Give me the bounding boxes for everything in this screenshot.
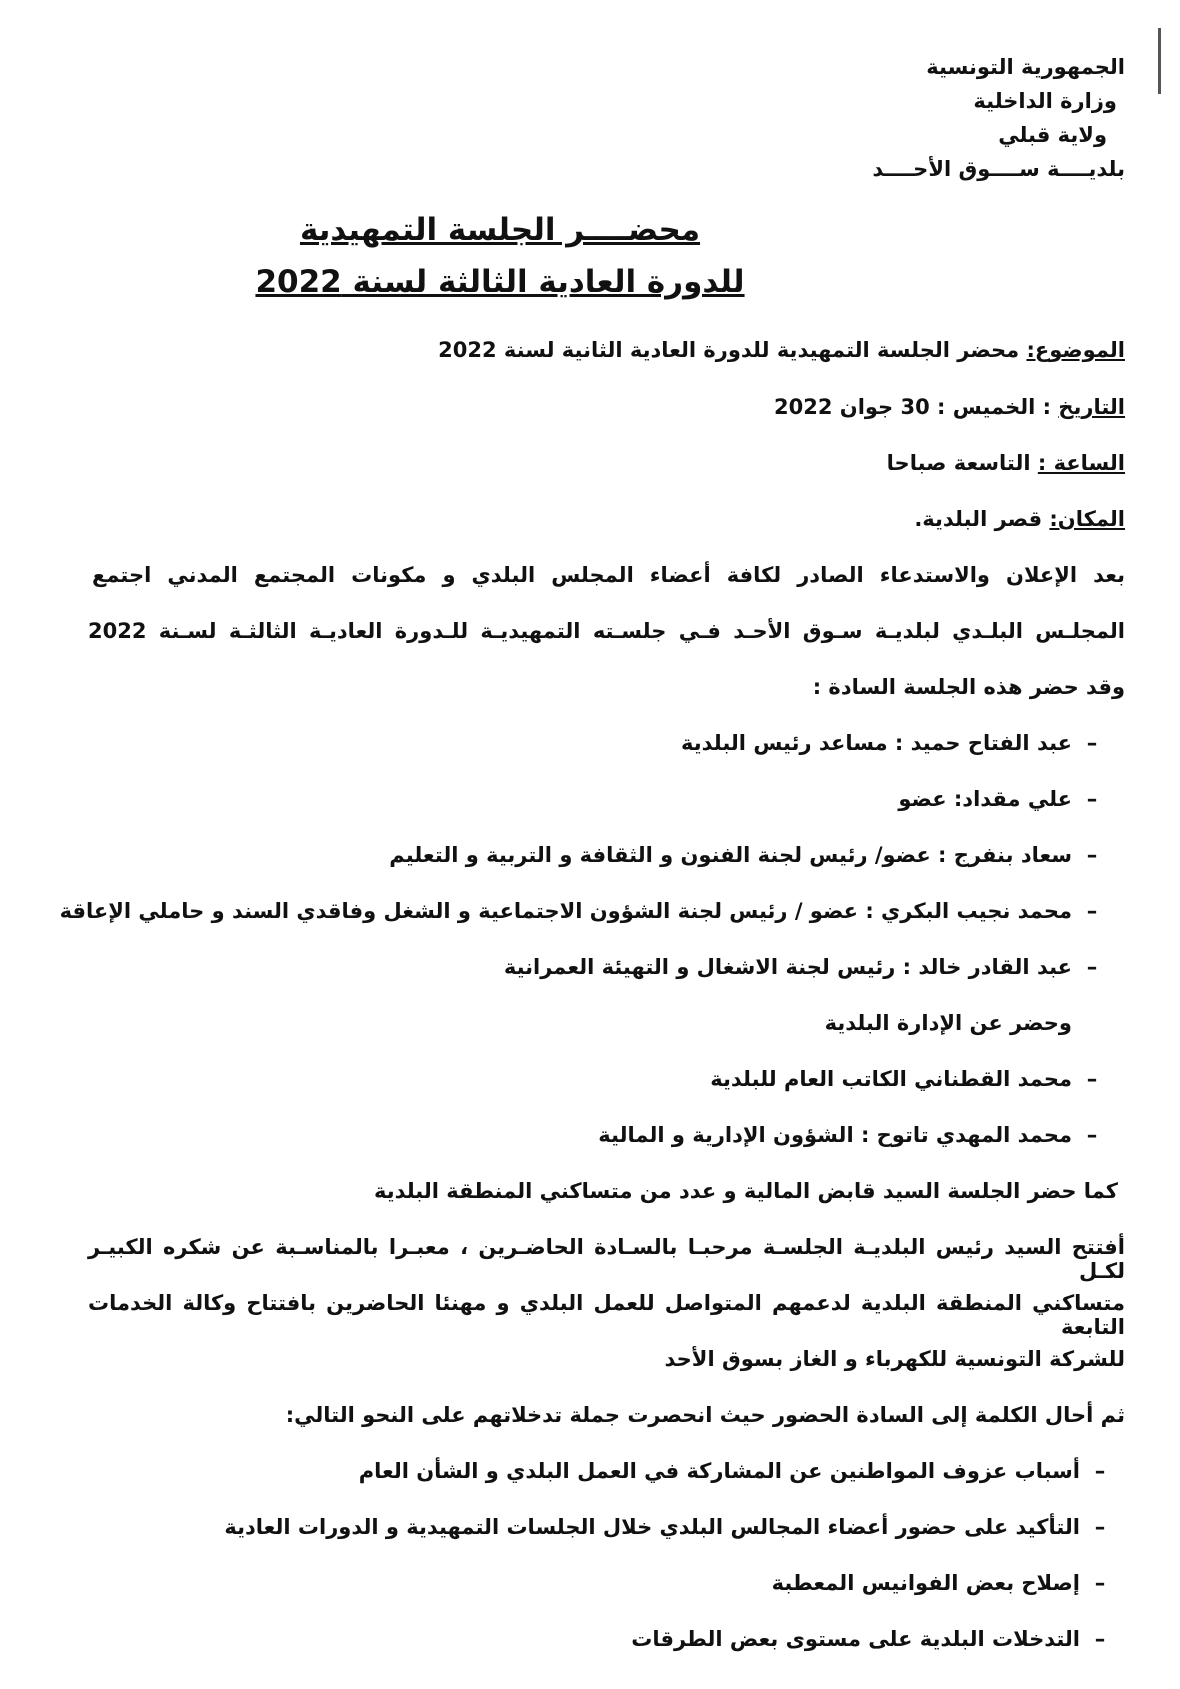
time-value: التاسعة صباحا (886, 451, 1031, 475)
member-item (898, 787, 1112, 811)
subject-value: محضر الجلسة التمهيدية للدورة العادية الثانية لسنة 2022 (438, 338, 1020, 362)
dash-mark: – (1094, 1459, 1106, 1483)
letterhead-country: الجمهورية التونسية (926, 55, 1125, 79)
point-text: أسباب عزوف المواطنين عن المشاركة في العمل البلدي و الشأن العام (358, 1459, 1080, 1483)
also-attended: كما حضر الجلسة السيد قابض المالية و عدد من متساكني المنطقة البلدية (373, 1179, 1118, 1203)
member-text: علي مقداد: عضو (898, 787, 1072, 811)
place-label: المكان: (1049, 507, 1125, 531)
opening-line-1: أفتتح السيد رئيس البلديـة الجلسـة مرحبـا بالسـادة الحاضـرين ، معبـرا بالمناسـبة عن شكره الكبيـر لكـل (88, 1235, 1125, 1283)
point-text: التدخلات البلدية على مستوى بعض الطرقات (631, 1627, 1080, 1651)
intro-line-2: المجلـس البلـدي لبلديـة سـوق الأحـد فـي جلسـته التمهيديـة للـدورة العاديـة الثالثـة لسـنة 2022 (88, 619, 1125, 643)
then-line: ثم أحال الكلمة إلى السادة الحضور حيث انحصرت جملة تدخلاتهم على النحو التالي: (285, 1403, 1125, 1427)
intro-line-1: بعد الإعلان والاستدعاء الصادر لكافة أعضاء المجلس البلدي و مكونات المجتمع المدني اجتمع (92, 563, 1125, 587)
dash-mark: – (1094, 1515, 1106, 1539)
member-text: محمد نجيب البكري : عضو / رئيس لجنة الشؤون الاجتماعية و الشغل وفاقدي السند و حاملي الإعاقة (59, 899, 1072, 923)
member-text: عبد القادر خالد : رئيس لجنة الاشغال و التهيئة العمرانية (503, 955, 1072, 979)
place-value: قصر البلدية. (914, 507, 1043, 531)
dash-mark: – (1086, 1123, 1098, 1147)
time-label: الساعة : (1037, 451, 1125, 475)
attendance-intro: وقد حضر هذه الجلسة السادة : (812, 675, 1125, 699)
dash-mark: – (1086, 843, 1098, 867)
date-label: التاريخ (1058, 395, 1125, 419)
dash-mark: – (1086, 1067, 1098, 1091)
point-text: إصلاح بعض الفوانيس المعطبة (771, 1571, 1080, 1595)
point-item (772, 1571, 1120, 1595)
opening-line-2: متساكني المنطقة البلدية لدعمهم المتواصل للعمل البلدي و مهنئا الحاضرين بافتتاح وكالة الخدمات التابعة (88, 1291, 1125, 1339)
letterhead-municipality: بلديــــة ســــوق الأحــــد (872, 157, 1125, 181)
admin-item (598, 1123, 1112, 1147)
point-item (224, 1515, 1120, 1539)
place-field (914, 507, 1125, 531)
letterhead-governorate: ولاية قبلي (998, 123, 1107, 147)
document-subtitle: للدورة العادية الثالثة لسنة 2022 (255, 264, 745, 300)
dash-mark: – (1086, 787, 1098, 811)
member-item (504, 955, 1112, 979)
date-value: : الخميس : 30 جوان 2022 (774, 395, 1052, 419)
time-field (887, 451, 1125, 475)
subject-field (438, 338, 1125, 362)
member-text: سعاد بنفرج : عضو/ رئيس لجنة الفنون و الثقافة و التربية و التعليم (389, 843, 1072, 867)
letterhead (705, 50, 1125, 186)
margin-mark (1158, 28, 1161, 94)
dash-mark: – (1094, 1571, 1106, 1595)
member-item (681, 731, 1112, 755)
member-text: عبد الفتاح حميد : مساعد رئيس البلدية (681, 731, 1072, 755)
admin-text: محمد القطناني الكاتب العام للبلدية (710, 1067, 1072, 1091)
dash-mark: – (1086, 731, 1098, 755)
admin-item (710, 1067, 1112, 1091)
letterhead-ministry: وزارة الداخلية (973, 89, 1117, 113)
dash-mark: – (1086, 899, 1098, 923)
dash-mark: – (1094, 1627, 1106, 1651)
point-text: التأكيد على حضور أعضاء المجالس البلدي خلال الجلسات التمهيدية و الدورات العادية (224, 1515, 1080, 1539)
point-item (631, 1627, 1120, 1651)
date-field (774, 395, 1125, 419)
dash-mark: – (1086, 955, 1098, 979)
document-title: محضــــر الجلسة التمهيدية (299, 212, 701, 248)
admin-heading: وحضر عن الإدارة البلدية (824, 1011, 1072, 1035)
member-item (389, 843, 1112, 867)
opening-line-3: للشركة التونسية للكهرباء و الغاز بسوق الأحد (664, 1347, 1125, 1371)
point-item (359, 1459, 1120, 1483)
admin-text: محمد المهدي تاتوح : الشؤون الإدارية و المالية (598, 1123, 1072, 1147)
subject-label: الموضوع: (1026, 338, 1125, 362)
member-item (60, 899, 1112, 923)
